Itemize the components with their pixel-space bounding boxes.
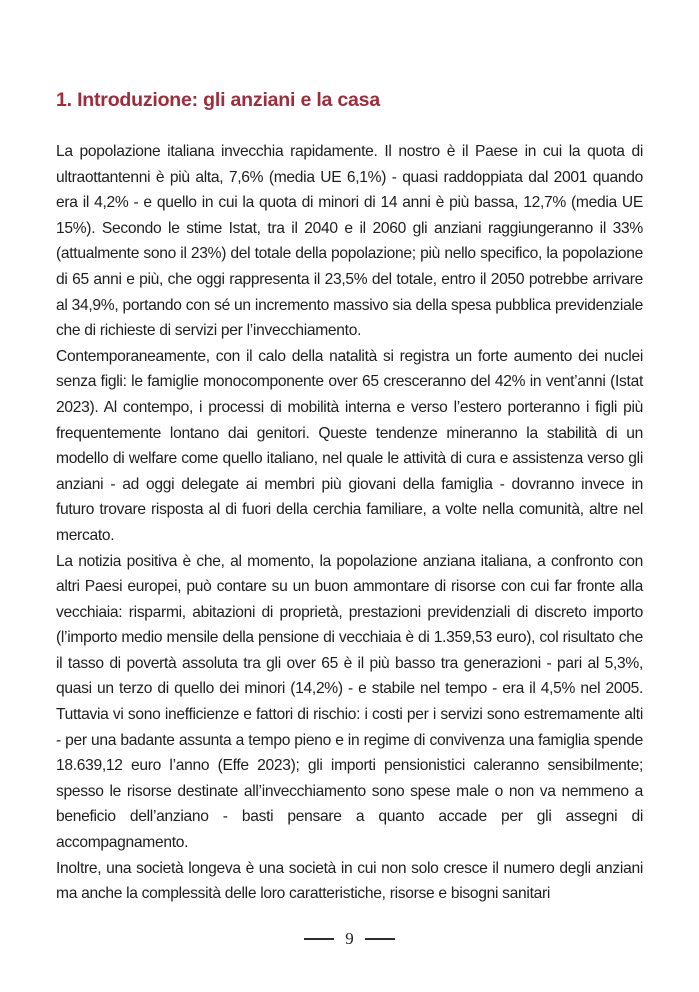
body-paragraph: La popolazione italiana invecchia rapidamente. Il nostro è il Paese in cui la quota di ultraottantenni è più alta, 7,6% (media UE 6,1%) - quasi raddoppiata dal 2001 quando era il 4,2% - e quello in cui la quota di minori di 14 anni è più bassa, 12,7% (media UE 15%). Secondo le stime Istat, tra il 2040 e il 2060 gli anziani raggiungeranno il 33% (attualmente sono il 23%) del totale della popolazione; più nello specifico, la popolazione di 65 anni e più, che oggi rappresenta il 23,5% del totale, entro il 2050 potrebbe arrivare al 34,9%, portando con sé un incremento massivo sia della spesa pubblica previdenziale che di richieste di servizi per l’invecchiamento.: [56, 143, 643, 340]
body-paragraph: Inoltre, una società longeva è una società in cui non solo cresce il numero degli anziani ma anche la complessità delle loro caratteristiche, risorse e bisogni sanitari: [56, 859, 643, 903]
body-paragraph: La notizia positiva è che, al momento, la popolazione anziana italiana, a confronto con altri Paesi europei, può contare su un buon ammontare di risorse con cui far fronte alla vecchiaia: risparmi, abitazioni di proprietà, prestazioni previdenziali di discreto importo (l’importo medio mensile della pensione di vecchiaia è di 1.359,53 euro), col risultato che il tasso di povertà assoluta tra gli over 65 è il più basso tra generazioni - pari al 5,3%, quasi un terzo di quello dei minori (14,2%) - e stabile nel tempo - era il 4,5% nel 2005. Tuttavia vi sono inefficienze e fattori di rischio: i costi per i servizi sono estremamente alti - per una badante assunta a tempo pieno e in regime di convivenza una famiglia spende 18.639,12 euro l’anno (Effe 2023); gli importi pensionistici caleranno sensibilmente; spesso le risorse destinate all’invecchiamento sono spese male o non va nemmeno a beneficio dell’anziano - basti pensare a quanto accade per gli assegni di accompagnamento.: [56, 552, 643, 852]
page-number: 9: [345, 928, 354, 948]
section-heading: 1. Introduzione: gli anziani e la casa: [56, 89, 380, 111]
body-paragraph: Contemporaneamente, con il calo della natalità si registra un forte aumento dei nuclei senza figli: le famiglie monocomponente over 65 cresceranno del 42% in vent’anni (Istat 2023). Al contempo, i processi di mobilità interna e verso l’estero porteranno i figli più frequentemente lontano dai genitori. Queste tendenze mineranno la stabilità di un modello di welfare come quello italiano, nel quale le attività di cura e assistenza verso gli anziani - ad oggi delegate ai membri più giovani della famiglia - dovranno invece in futuro trovare risposta al di fuori della cerchia familiare, a volte nella comunità, altre nel mercato.: [56, 347, 643, 544]
body-text: [56, 139, 643, 907]
page-footer: [0, 929, 699, 949]
footer-rule-left: [304, 938, 334, 940]
footer-rule-right: [365, 938, 395, 940]
